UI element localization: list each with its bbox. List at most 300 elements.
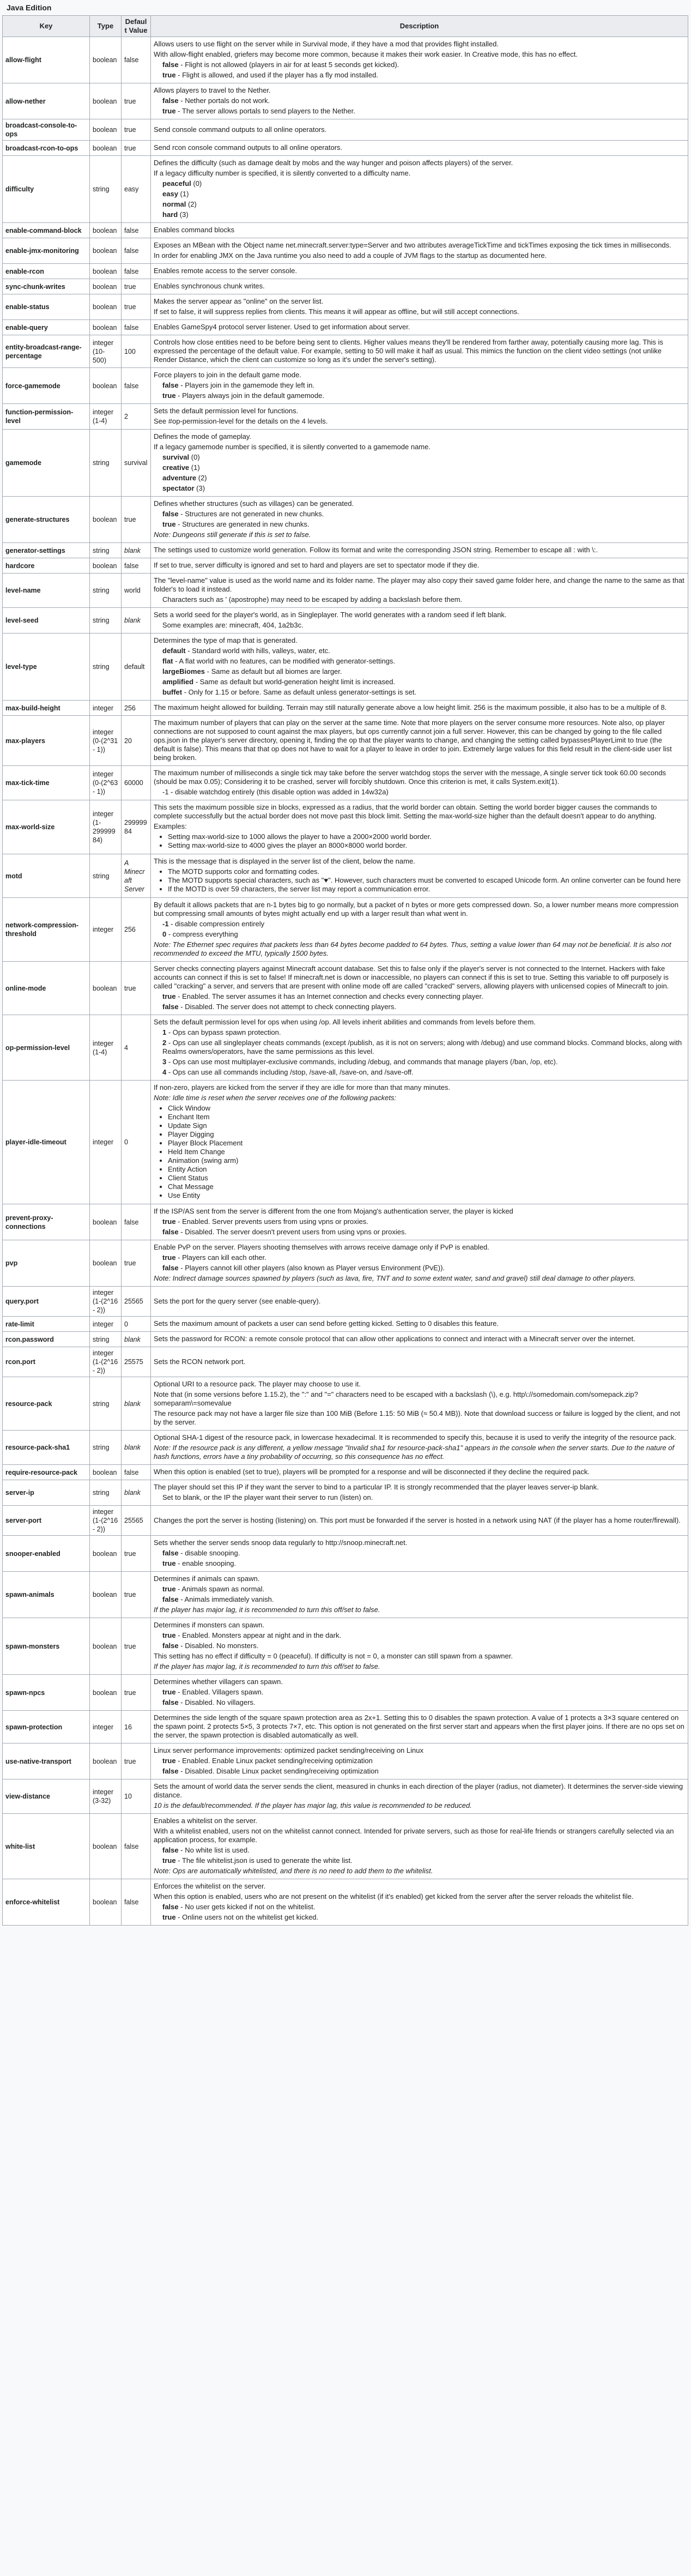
option-value: true — [162, 520, 176, 528]
table-row — [3, 119, 688, 141]
table-row — [3, 1879, 688, 1926]
description-text: The maximum number of milliseconds a single tick may take before the server watchdog stops the server with the message, A single server tick took 60.00 seconds (should be max 0.05); Considering it to be crashed, server will forcibly shutdown. Once this criterion is met, it calls System.exit(1). — [154, 769, 666, 786]
description-option — [154, 200, 685, 209]
description-text: Force players to join in the default game mode. — [154, 371, 301, 379]
option-text: - Same as default but all biomes are larger. — [205, 667, 342, 675]
option-text: (3) — [194, 484, 205, 492]
option-text: - Disabled. The server does not attempt to check connecting players. — [178, 1003, 396, 1011]
option-value: true — [162, 1913, 176, 1921]
description-option — [154, 96, 685, 105]
description-text: See #op-permission-level for the details on the 4 levels. — [154, 417, 328, 425]
property-type: integer (0-(2^63 - 1)) — [90, 766, 122, 800]
description-text: Sets the maximum amount of packets a user can send before getting kicked. Setting to 0 disables this feature. — [154, 1319, 499, 1328]
option-text: - Ops can use most multiplayer-exclusive commands, including /debug, and commands that manage players (/ban, /op, etc). — [166, 1058, 558, 1066]
property-description — [151, 898, 688, 962]
property-description — [151, 264, 688, 279]
property-key: query.port — [3, 1287, 90, 1317]
property-description — [151, 1240, 688, 1287]
description-option — [154, 463, 685, 472]
option-text: - Enabled. Server prevents users from using vpns or proxies. — [175, 1217, 368, 1226]
description-option — [154, 788, 685, 797]
property-type: integer (10-500) — [90, 335, 122, 368]
option-text: (0) — [189, 453, 200, 461]
description-text: The resource pack may not have a larger file size than 100 MiB (Before 1.15: 50 MiB (≈ 50.4 MB)). Note that download success or failure is logged by the client, and not by the server. — [154, 1409, 681, 1426]
option-value: spectator — [162, 484, 195, 492]
description-option — [154, 1595, 685, 1604]
header-key: Key — [3, 16, 90, 37]
property-description — [151, 1317, 688, 1332]
option-value: false — [162, 510, 179, 518]
option-text: (3) — [178, 210, 189, 219]
option-value: -1 — [162, 920, 169, 928]
description-option — [154, 1217, 685, 1226]
description-note: Note: Idle time is reset when the server receives one of the following packets: — [154, 1094, 397, 1102]
property-default: 60000 — [122, 766, 151, 800]
option-text: - Disabled. Disable Linux packet sending/receiving optimization — [178, 1767, 379, 1775]
option-text: - Ops can bypass spawn protection. — [166, 1028, 281, 1036]
header-type: Type — [90, 16, 122, 37]
option-value: true — [162, 1757, 176, 1765]
description-text: Enable PvP on the server. Players shooting themselves with arrows receive damage only if PvP is enabled. — [154, 1243, 489, 1251]
description-text: If the ISP/AS sent from the server is different from the one from Mojang's authentication server, the player is kicked — [154, 1207, 513, 1215]
option-value: true — [162, 1631, 176, 1639]
property-type: string — [90, 1332, 122, 1347]
option-text: - Animals immediately vanish. — [178, 1595, 274, 1603]
property-type: boolean — [90, 1204, 122, 1240]
property-key: enable-jmx-monitoring — [3, 238, 90, 264]
property-type: boolean — [90, 497, 122, 543]
description-text: Defines the difficulty (such as damage dealt by mobs and the way hunger and poison affects players) of the server. — [154, 159, 513, 167]
property-description — [151, 119, 688, 141]
description-option — [154, 930, 685, 939]
table-row — [3, 716, 688, 766]
option-text: - Disabled. No monsters. — [178, 1642, 259, 1650]
description-list-item: • Setting max-world-size to 4000 gives the player an 8000×8000 world border. — [168, 841, 685, 850]
property-type: integer (1-4) — [90, 1015, 122, 1081]
property-key: allow-nether — [3, 83, 90, 119]
property-default: A Minecraft Server — [122, 854, 151, 898]
option-value: false — [162, 96, 179, 105]
property-default: 0 — [122, 1081, 151, 1204]
option-value: false — [162, 1698, 179, 1706]
description-option — [154, 190, 685, 198]
option-value: 3 — [162, 1058, 167, 1066]
description-text: With a whitelist enabled, users not on the whitelist cannot connect. Intended for private servers, such as those for real-life friends or strangers carefully selected via an application process, for example. — [154, 1827, 674, 1844]
property-key: hardcore — [3, 558, 90, 574]
table-row — [3, 238, 688, 264]
property-type: boolean — [90, 223, 122, 238]
property-default: true — [122, 1572, 151, 1618]
property-default: true — [122, 1744, 151, 1779]
property-key: function-permission-level — [3, 404, 90, 430]
option-text: (1) — [189, 463, 200, 472]
property-type: boolean — [90, 1744, 122, 1779]
property-type: string — [90, 1431, 122, 1465]
property-type: string — [90, 1480, 122, 1506]
option-value: true — [162, 1585, 176, 1593]
table-row — [3, 368, 688, 404]
property-type: boolean — [90, 37, 122, 83]
option-text: Set to blank, or the IP the player want their server to run (listen) on. — [162, 1493, 373, 1501]
property-default: 25565 — [122, 1506, 151, 1536]
option-text: - Players can kill each other. — [175, 1253, 266, 1262]
description-text: The maximum number of players that can play on the server at the same time. Note that more players on the server consume more resources. Note also, op player connections are not supposed to count against the max players, but ops currently cannot join a full server. However, this can be changed by going to the file called ops.json in the player's server directory, opening it, finding the op that the player wants to change, and changing the setting called bypassesPlayerLimit to true (the default is false). This means that that op does not have to wait for a player to leave in order to join. Extremely large values for this field result in the client-side user list being broken. — [154, 719, 672, 762]
option-value: true — [162, 1253, 176, 1262]
option-text: - The server allows portals to send players to the Nether. — [175, 107, 355, 115]
property-key: max-players — [3, 716, 90, 766]
description-text: Sets whether the server sends snoop data regularly to http://snoop.minecraft.net. — [154, 1539, 408, 1547]
option-value: 2 — [162, 1039, 167, 1047]
property-type: string — [90, 1377, 122, 1431]
option-value: 1 — [162, 1028, 167, 1036]
property-key: level-name — [3, 574, 90, 608]
description-option — [154, 1264, 685, 1272]
property-key: online-mode — [3, 962, 90, 1015]
description-text: By default it allows packets that are n-1 bytes big to go normally, but a packet of n bytes or more gets compressed down. So, a lower number means more compression but compressing small amounts of bytes might actually end up with a larger result than what went in. — [154, 901, 678, 918]
property-type: integer — [90, 1711, 122, 1744]
property-default: 2 — [122, 404, 151, 430]
property-description — [151, 558, 688, 574]
table-row — [3, 1779, 688, 1814]
property-description — [151, 962, 688, 1015]
description-text: When this option is enabled (set to true), players will be prompted for a response and will be disconnected if they decline the required pack. — [154, 1468, 590, 1476]
description-note: Note: If the resource pack is any different, a yellow message "Invalid sha1 for resource-pack-sha1" appears in the console when the server starts. Due to the nature of hash functions, errors have a tiny probability of occurring, so this consequence has no effect. — [154, 1444, 675, 1461]
description-option — [154, 1068, 685, 1077]
description-option — [154, 1767, 685, 1776]
table-row — [3, 1317, 688, 1332]
property-default: true — [122, 119, 151, 141]
property-type: boolean — [90, 1465, 122, 1480]
description-option — [154, 920, 685, 928]
table-row — [3, 141, 688, 156]
option-value: adventure — [162, 474, 197, 482]
property-type: boolean — [90, 119, 122, 141]
table-row — [3, 574, 688, 608]
property-description — [151, 497, 688, 543]
option-value: true — [162, 71, 176, 79]
property-type: integer — [90, 898, 122, 962]
option-value: largeBiomes — [162, 667, 205, 675]
description-option — [154, 595, 685, 604]
table-row — [3, 1347, 688, 1377]
description-option — [154, 1688, 685, 1697]
option-text: - Flight is not allowed (players in air for at least 5 seconds get kicked). — [178, 61, 399, 69]
property-default: true — [122, 1675, 151, 1711]
table-row — [3, 543, 688, 558]
description-option — [154, 1493, 685, 1502]
property-type: boolean — [90, 1879, 122, 1926]
property-key: spawn-npcs — [3, 1675, 90, 1711]
property-default: world — [122, 574, 151, 608]
description-option — [154, 381, 685, 390]
description-text: Enables command blocks — [154, 226, 235, 234]
property-key: allow-flight — [3, 37, 90, 83]
table-row — [3, 1287, 688, 1317]
property-key: spawn-protection — [3, 1711, 90, 1744]
property-default: false — [122, 264, 151, 279]
description-note: If the player has major lag, it is recommended to turn this off/set to false. — [154, 1662, 380, 1670]
property-type: boolean — [90, 1814, 122, 1879]
property-type: integer — [90, 1081, 122, 1204]
property-type: boolean — [90, 83, 122, 119]
property-type: string — [90, 608, 122, 634]
option-value: amplified — [162, 678, 194, 686]
property-default: true — [122, 294, 151, 320]
option-value: false — [162, 1642, 179, 1650]
property-default: blank — [122, 543, 151, 558]
description-option — [154, 1903, 685, 1911]
description-text: Linux server performance improvements: optimized packet sending/receiving on Linux — [154, 1746, 423, 1754]
property-key: resource-pack-sha1 — [3, 1431, 90, 1465]
description-text: Sets the RCON network port. — [154, 1357, 246, 1366]
property-type: string — [90, 574, 122, 608]
description-text: Defines whether structures (such as villages) can be generated. — [154, 499, 354, 508]
table-row — [3, 83, 688, 119]
table-row — [3, 404, 688, 430]
table-row — [3, 634, 688, 701]
property-key: max-build-height — [3, 701, 90, 716]
description-option — [154, 61, 685, 69]
property-default: 100 — [122, 335, 151, 368]
option-value: false — [162, 1767, 179, 1775]
option-value: creative — [162, 463, 190, 472]
property-description — [151, 608, 688, 634]
property-description — [151, 1779, 688, 1814]
property-key: force-gamemode — [3, 368, 90, 404]
property-default: blank — [122, 1431, 151, 1465]
property-description — [151, 156, 688, 223]
table-row — [3, 223, 688, 238]
description-list — [154, 1104, 685, 1200]
property-key: generator-settings — [3, 543, 90, 558]
description-option — [154, 1846, 685, 1855]
option-value: true — [162, 391, 176, 400]
description-list-item: • Client Status — [168, 1174, 685, 1183]
option-value: true — [162, 107, 176, 115]
property-type: integer — [90, 1317, 122, 1332]
properties-table — [2, 15, 688, 1926]
option-value: 0 — [162, 930, 167, 938]
option-text: - No white list is used. — [178, 1846, 250, 1854]
description-text: Note that (in some versions before 1.15.2), the ":" and "=" characters need to be escaped with a backslash (\), e.g. http\://somedomain.com/somepack.zip?someparam\=somevalue — [154, 1390, 638, 1407]
table-row — [3, 800, 688, 854]
property-description — [151, 1480, 688, 1506]
property-description — [151, 1204, 688, 1240]
table-row — [3, 335, 688, 368]
description-text: Enables GameSpy4 protocol server listener. Used to get information about server. — [154, 323, 410, 331]
property-description — [151, 800, 688, 854]
property-default: 20 — [122, 716, 151, 766]
description-text: Optional URI to a resource pack. The player may choose to use it. — [154, 1380, 361, 1388]
option-value: survival — [162, 453, 190, 461]
option-text: - Animals spawn as normal. — [175, 1585, 265, 1593]
property-description — [151, 1347, 688, 1377]
property-description — [151, 320, 688, 335]
description-text: If a legacy difficulty number is specified, it is silently converted to a difficulty name. — [154, 169, 411, 177]
property-default: false — [122, 1814, 151, 1879]
description-text: This setting has no effect if difficulty = 0 (peaceful). If difficulty is not = 0, a monster can still spawn from a spawner. — [154, 1652, 513, 1660]
description-text: The player should set this IP if they want the server to bind to a particular IP. It is strongly recommended that the player leaves server-ip blank. — [154, 1483, 599, 1491]
property-key: rcon.password — [3, 1332, 90, 1347]
property-type: string — [90, 854, 122, 898]
property-default: false — [122, 1465, 151, 1480]
option-text: - compress everything — [166, 930, 238, 938]
option-text: - Online users not on the whitelist get kicked. — [175, 1913, 319, 1921]
property-type: boolean — [90, 1618, 122, 1675]
description-option — [154, 210, 685, 219]
property-default: false — [122, 238, 151, 264]
property-description — [151, 1465, 688, 1480]
property-type: integer (3-32) — [90, 1779, 122, 1814]
property-type: boolean — [90, 558, 122, 574]
description-note: 10 is the default/recommended. If the player has major lag, this value is recommended to be reduced. — [154, 1801, 472, 1809]
description-text: When this option is enabled, users who are not present on the whitelist (if it's enabled) get kicked from the server after the server reloads the whitelist file. — [154, 1892, 634, 1901]
description-option — [154, 1003, 685, 1011]
option-text: - Enabled. Enable Linux packet sending/receiving optimization — [175, 1757, 373, 1765]
description-text: Determines whether villagers can spawn. — [154, 1678, 283, 1686]
property-description — [151, 1081, 688, 1204]
description-text: Sets the password for RCON: a remote console protocol that can allow other applications to connect and interact with a Minecraft server over the internet. — [154, 1335, 635, 1343]
property-type: boolean — [90, 238, 122, 264]
property-description — [151, 716, 688, 766]
description-option — [154, 992, 685, 1001]
property-type: boolean — [90, 320, 122, 335]
property-description — [151, 238, 688, 264]
property-default: 0 — [122, 1317, 151, 1332]
table-row — [3, 962, 688, 1015]
description-option — [154, 1585, 685, 1594]
property-default: 29999984 — [122, 800, 151, 854]
table-header-row — [3, 16, 688, 37]
property-description — [151, 279, 688, 294]
description-option — [154, 484, 685, 493]
property-default: false — [122, 558, 151, 574]
page — [0, 3, 691, 1931]
table-row — [3, 1744, 688, 1779]
property-default: true — [122, 279, 151, 294]
option-text: - Only for 1.15 or before. Same as default unless generator-settings is set. — [182, 688, 417, 696]
property-description — [151, 1675, 688, 1711]
option-value: default — [162, 647, 186, 655]
property-description — [151, 294, 688, 320]
description-text: If non-zero, players are kicked from the server if they are idle for more than that many minutes. — [154, 1083, 451, 1091]
property-key: difficulty — [3, 156, 90, 223]
table-row — [3, 1675, 688, 1711]
description-text: Changes the port the server is hosting (listening) on. This port must be forwarded if the server is hosted in a network using NAT (if the player has a home router/firewall). — [154, 1516, 681, 1524]
option-value: false — [162, 1595, 179, 1603]
description-list-item: • Chat Message — [168, 1183, 685, 1191]
property-description — [151, 1879, 688, 1926]
option-text: Some examples are: minecraft, 404, 1a2b3c. — [162, 621, 304, 629]
description-option — [154, 1058, 685, 1066]
description-list-item: • Player Digging — [168, 1130, 685, 1139]
description-text: Makes the server appear as "online" on the server list. — [154, 297, 324, 305]
description-text: Sets the default permission level for ops when using /op. All levels inherit abilities and commands from levels before them. — [154, 1018, 536, 1026]
property-key: server-port — [3, 1506, 90, 1536]
property-default: survival — [122, 430, 151, 497]
option-value: false — [162, 1549, 179, 1557]
table-row — [3, 1465, 688, 1480]
table-row — [3, 294, 688, 320]
description-text: If a legacy gamemode number is specified, it is silently converted to a gamemode name. — [154, 443, 431, 451]
table-row — [3, 1506, 688, 1536]
property-description — [151, 1814, 688, 1879]
option-text: (0) — [191, 179, 202, 188]
property-key: sync-chunk-writes — [3, 279, 90, 294]
description-option — [154, 1253, 685, 1262]
description-option — [154, 179, 685, 188]
option-value: buffet — [162, 688, 183, 696]
property-default: 256 — [122, 898, 151, 962]
property-type: boolean — [90, 141, 122, 156]
description-text: If set to true, server difficulty is ignored and set to hard and players are set to spectator mode if they die. — [154, 561, 480, 569]
property-default: blank — [122, 1377, 151, 1431]
option-value: true — [162, 1856, 176, 1865]
option-text: - A flat world with no features, can be modified with generator-settings. — [173, 657, 396, 665]
property-key: snooper-enabled — [3, 1536, 90, 1572]
description-list — [154, 832, 685, 850]
option-value: false — [162, 1846, 179, 1854]
table-row — [3, 1204, 688, 1240]
property-default: 16 — [122, 1711, 151, 1744]
property-key: rate-limit — [3, 1317, 90, 1332]
option-text: - Same as default but world-generation height limit is increased. — [193, 678, 396, 686]
description-option — [154, 1028, 685, 1037]
description-option — [154, 510, 685, 518]
option-text: - Players join in the gamemode they left in. — [178, 381, 314, 389]
property-key: require-resource-pack — [3, 1465, 90, 1480]
description-list-item: • Enchant Item — [168, 1113, 685, 1121]
property-default: 25565 — [122, 1287, 151, 1317]
option-text: - enable snooping. — [175, 1559, 237, 1567]
property-key: enable-query — [3, 320, 90, 335]
description-text: Sets a world seed for the player's world, as in Singleplayer. The world generates with a random seed if left blank. — [154, 611, 507, 619]
property-default: 10 — [122, 1779, 151, 1814]
option-text: (1) — [178, 190, 189, 198]
property-default: blank — [122, 1480, 151, 1506]
option-value: false — [162, 1228, 179, 1236]
description-text: Enables a whitelist on the server. — [154, 1817, 258, 1825]
property-key: spawn-animals — [3, 1572, 90, 1618]
property-key: motd — [3, 854, 90, 898]
property-type: string — [90, 156, 122, 223]
description-option — [154, 107, 685, 116]
description-option — [154, 520, 685, 529]
description-text: Send console command outputs to all online operators. — [154, 125, 327, 134]
property-default: true — [122, 141, 151, 156]
property-description — [151, 1287, 688, 1317]
property-type: boolean — [90, 264, 122, 279]
property-key: level-seed — [3, 608, 90, 634]
property-default: false — [122, 1879, 151, 1926]
property-description — [151, 335, 688, 368]
property-description — [151, 701, 688, 716]
description-text: The maximum height allowed for building. Terrain may still naturally generate above a low height limit. 256 is the maximum possible, it also has to be a multiple of 8. — [154, 703, 667, 711]
description-list-item: • Held Item Change — [168, 1148, 685, 1156]
header-default: Default Value — [122, 16, 151, 37]
property-key: enable-command-block — [3, 223, 90, 238]
option-text: -1 - disable watchdog entirely (this disable option was added in 14w32a) — [162, 788, 389, 796]
property-description — [151, 1744, 688, 1779]
option-value: false — [162, 381, 179, 389]
property-key: network-compression-threshold — [3, 898, 90, 962]
property-type: boolean — [90, 1675, 122, 1711]
property-key: entity-broadcast-range-percentage — [3, 335, 90, 368]
property-type: integer — [90, 701, 122, 716]
description-option — [154, 1856, 685, 1865]
description-list-item: • Update Sign — [168, 1121, 685, 1130]
property-description — [151, 854, 688, 898]
